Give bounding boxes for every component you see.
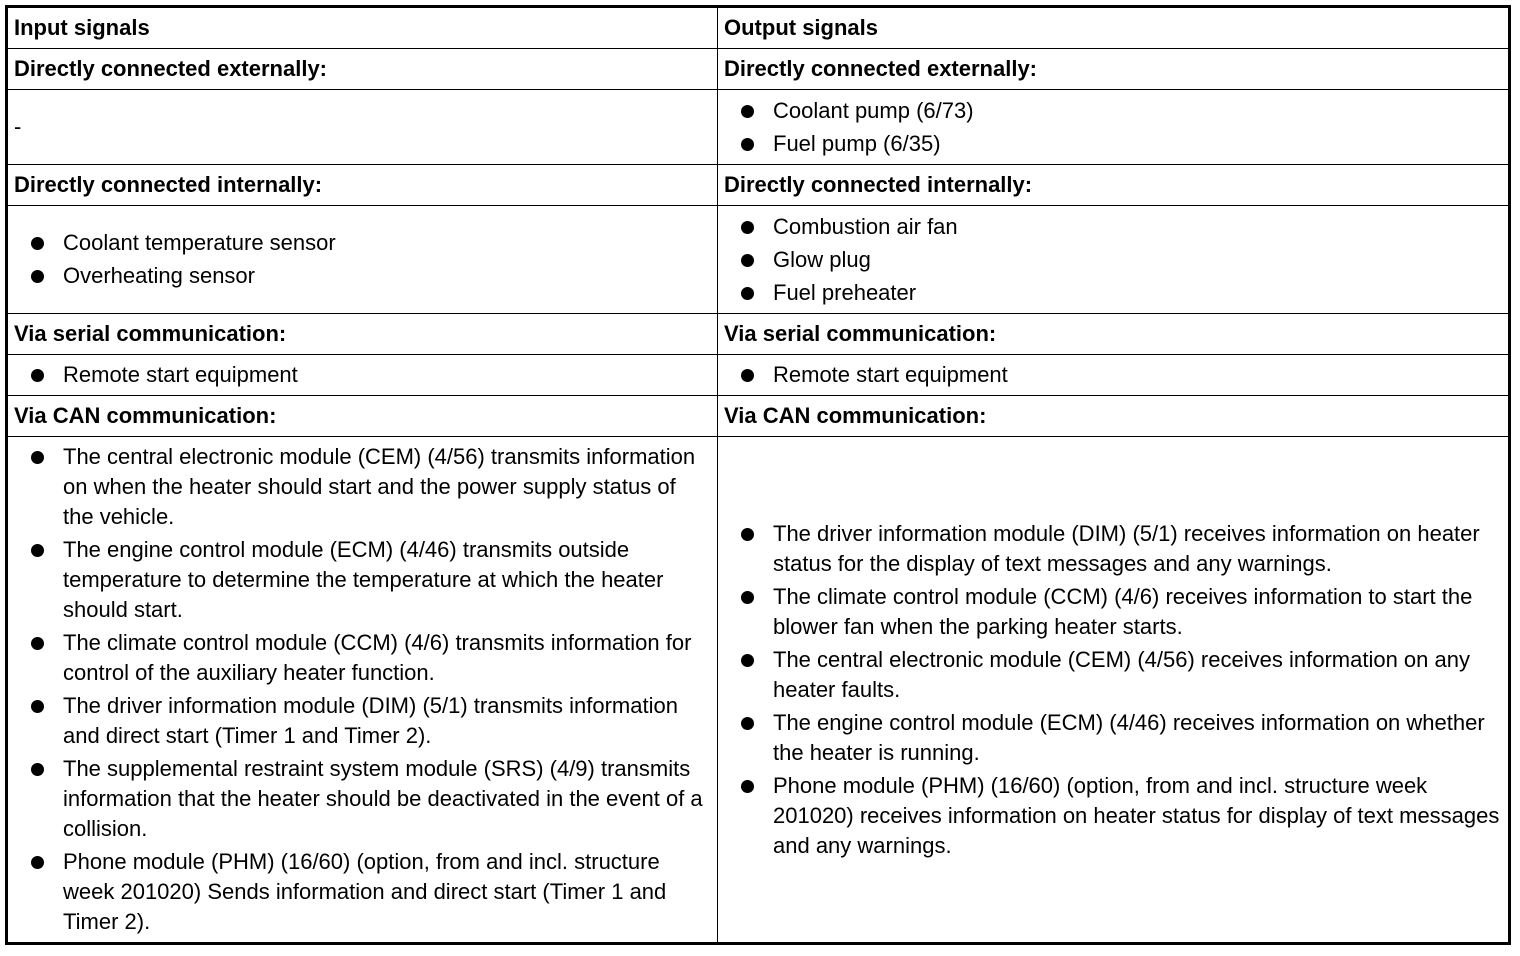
input-external-cell [7,90,718,165]
output-serial-cell [718,355,1510,396]
list-item: Glow plug [724,245,1502,275]
output-serial-heading: Via serial communication: [718,314,1510,355]
input-serial-cell [7,355,718,396]
signals-table [5,5,1511,945]
output-internal-cell [718,206,1510,314]
list-item: Coolant pump (6/73) [724,96,1502,126]
output-internal-heading: Directly connected internally: [718,165,1510,206]
list-item: Fuel pump (6/35) [724,129,1502,159]
list-item: Remote start equipment [14,360,711,390]
list-item: Coolant temperature sensor [14,228,711,258]
list-item: Phone module (PHM) (16/60) (option, from and incl. structure week 201020) Sends information and direct start (Timer 1 and Timer 2). [14,847,711,937]
internal-section-row [7,206,1510,314]
output-can-list [724,519,1502,861]
list-item: The climate control module (CCM) (4/6) transmits information for control of the auxiliary heater function. [14,628,711,688]
list-item: The supplemental restraint system module (SRS) (4/9) transmits information that the heater should be deactivated in the event of a collision. [14,754,711,844]
can-section-header [7,396,1510,437]
serial-section-header [7,314,1510,355]
output-can-heading: Via CAN communication: [718,396,1510,437]
output-serial-list [724,360,1502,390]
input-internal-heading: Directly connected internally: [7,165,718,206]
serial-section-row [7,355,1510,396]
list-item: Phone module (PHM) (16/60) (option, from and incl. structure week 201020) receives information on heater status for display of text messages and any warnings. [724,771,1502,861]
list-item: The engine control module (ECM) (4/46) transmits outside temperature to determine the temperature at which the heater should start. [14,535,711,625]
output-can-cell [718,437,1510,944]
can-section-row [7,437,1510,944]
input-serial-heading: Via serial communication: [7,314,718,355]
external-section-header [7,49,1510,90]
output-external-cell [718,90,1510,165]
input-internal-list [14,228,711,291]
output-signals-heading: Output signals [718,7,1510,49]
list-item: The climate control module (CCM) (4/6) receives information to start the blower fan when the parking heater starts. [724,582,1502,642]
input-can-list [14,442,711,937]
external-section-row [7,90,1510,165]
list-item: The central electronic module (CEM) (4/56) receives information on any heater faults. [724,645,1502,705]
list-item: Remote start equipment [724,360,1502,390]
list-item: The engine control module (ECM) (4/46) receives information on whether the heater is running. [724,708,1502,768]
list-item: Combustion air fan [724,212,1502,242]
list-item: The central electronic module (CEM) (4/56) transmits information on when the heater should start and the power supply status of the vehicle. [14,442,711,532]
list-item: Overheating sensor [14,261,711,291]
input-serial-list [14,360,711,390]
input-can-heading: Via CAN communication: [7,396,718,437]
list-item: Fuel preheater [724,278,1502,308]
input-external-heading: Directly connected externally: [7,49,718,90]
input-external-value: - [14,114,22,139]
output-external-heading: Directly connected externally: [718,49,1510,90]
output-external-list [724,96,1502,159]
table-header-row [7,7,1510,49]
list-item: The driver information module (DIM) (5/1) receives information on heater status for the display of text messages and any warnings. [724,519,1502,579]
input-can-cell [7,437,718,944]
input-internal-cell [7,206,718,314]
internal-section-header [7,165,1510,206]
list-item: The driver information module (DIM) (5/1) transmits information and direct start (Timer 1 and Timer 2). [14,691,711,751]
output-internal-list [724,212,1502,308]
input-signals-heading: Input signals [7,7,718,49]
